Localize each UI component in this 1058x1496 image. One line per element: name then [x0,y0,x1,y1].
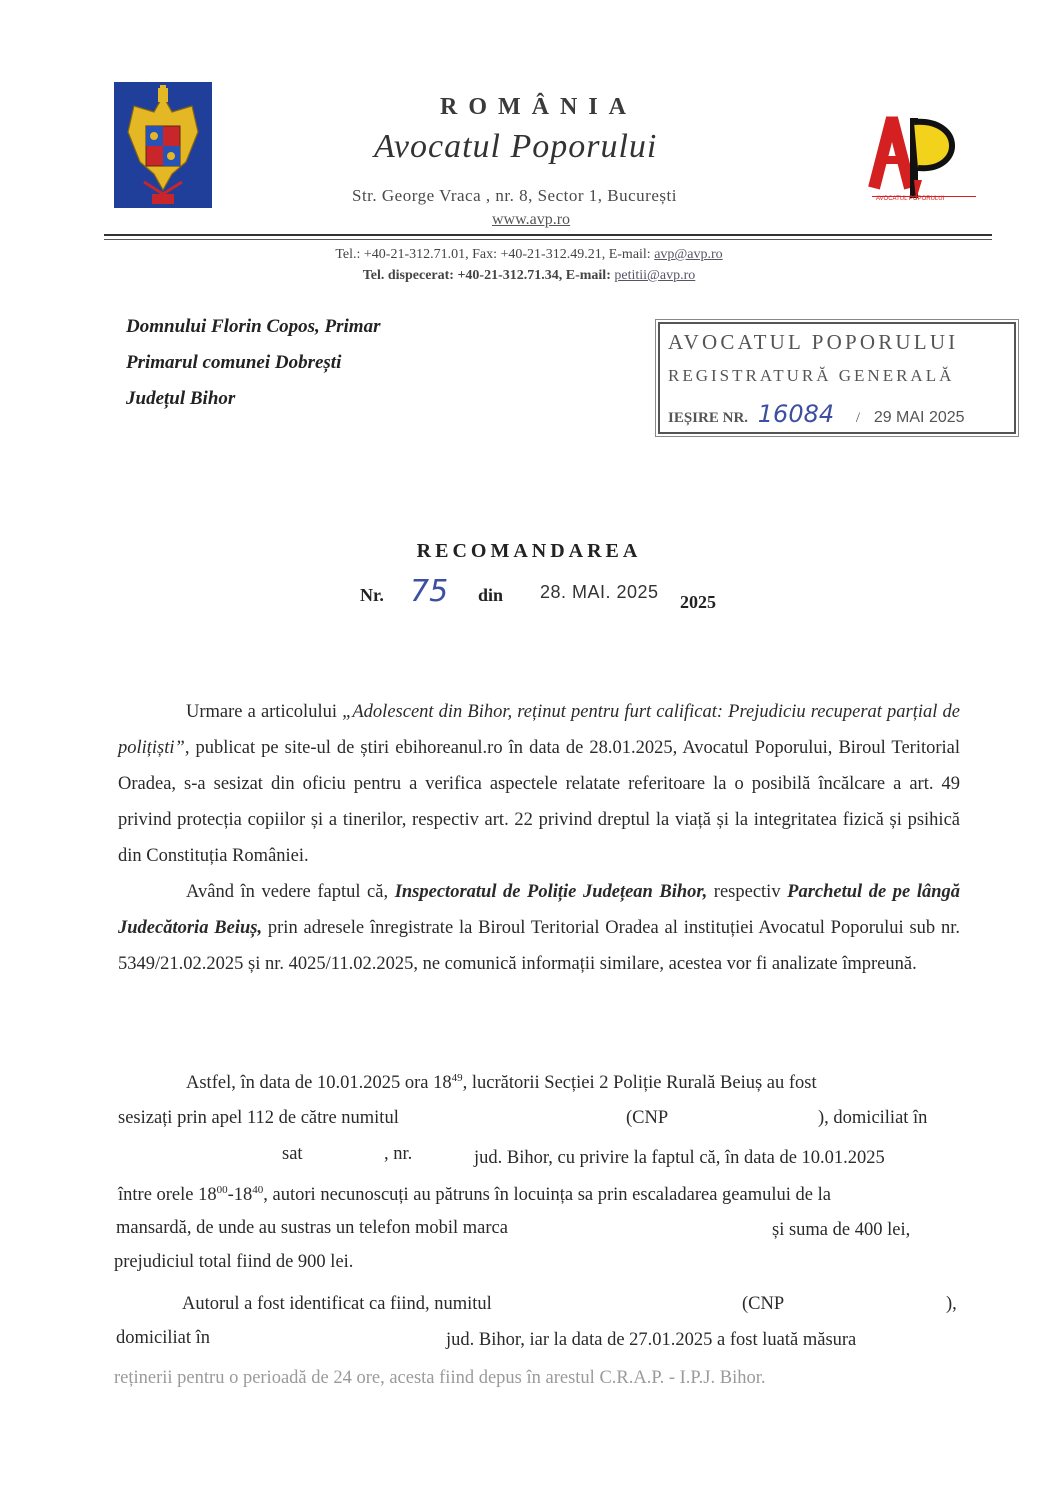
body-flow [118,694,960,982]
p3-l3-b: , nr. [384,1144,413,1164]
p3-sup-1: 49 [451,1072,463,1084]
document-title: RECOMANDAREA [416,540,642,562]
contact-phone-fax: Tel.: +40-21-312.71.01, Fax: +40-21-312.49.21, E-mail: [335,247,655,262]
p4-l1-a: Autorul a fost identificat ca fiind, numitul [182,1294,492,1314]
institution-name: Avocatul Poporului [374,128,658,165]
p4-line-3: reținerii pentru o perioadă de 24 ore, acesta fiind depus în arestul C.R.A.P. - I.P.J. Bihor. [114,1368,766,1388]
p3-l4-c: , autori necunoscuți au pătruns în locuința sa prin escaladarea geamului de la [263,1185,831,1206]
recipient-title: Primarul comunei Dobrești [126,352,342,373]
p2-rest: prin adresele înregistrate la Biroul Teritorial Oradea al instituției Avocatul Poporului sub nr. 5349/21.02.2025 și nr. 4025/11.02.2025, ne comunică informații similare, acestea vor fi analizate împreună. [118,918,960,974]
p3-line-6: prejudiciul total fiind de 900 lei. [114,1252,354,1272]
p4-l1-b: (CNP [742,1294,785,1314]
p3-l3-c: jud. Bihor, cu privire la faptul că, în data de 10.01.2025 [474,1148,885,1168]
contact-line-1 [0,247,1058,263]
p1-rest: , publicat pe site-ul de știri ebihoreanul.ro în data de 28.01.2025, Avocatul Poporului, Biroul Teritorial Oradea, s-a sesizat din oficiu pentru a verifica aspectele relatate referitoare la o posibilă încălcare a art. 49 privind protecția copiilor și a tinerilor, respectiv art. 22 privind dreptul la viață și la integritatea fizică și psihică din Constituția României. [118,738,960,866]
p3-line-4 [118,1184,831,1206]
contact-dispatch-phone: Tel. dispecerat: +40-21-312.71.34, E-mail: [362,268,615,283]
date-stamp: 28. MAI. 2025 [540,582,659,602]
stamp-exit-row [668,400,965,428]
p3-l2-b: (CNP [626,1108,669,1128]
p3-l1-a: Astfel, în data de 10.01.2025 ora 18 [186,1073,452,1094]
stamp-exit-label: IEȘIRE NR. [668,410,749,426]
prosecutor-office: Parchetul de pe lângă Judecătoria Beiuș, [118,882,960,938]
paragraph-2 [118,874,960,982]
article-title: „Adolescent din Bihor, reținut pentru furt calificat: Prejudiciu recuperat parțial de polițiști” [118,702,960,758]
p3-l3-a: sat [282,1144,303,1164]
p3-l2-a: sesizați prin apel 112 de către numitul [118,1108,399,1128]
institution-address: Str. George Vraca , nr. 8, Sector 1, București [352,186,677,205]
police-inspectorate: Inspectoratul de Poliție Județean Bihor, [394,882,708,902]
stamp-exit-number: 16084 [757,400,835,428]
header-rule [104,234,992,236]
stamp-registry: REGISTRATURĂ GENERALĂ [668,366,955,385]
p3-line-1 [186,1072,817,1094]
p3-sup-3: 40 [252,1184,264,1196]
header-rule-thin [104,239,992,240]
p4-l2-b: jud. Bihor, iar la data de 27.01.2025 a fost luată măsura [446,1330,857,1350]
p3-l1-b: , lucrătorii Secției 2 Poliție Rurală Beiuș au fost [462,1073,817,1094]
p3-l4-a: între orele 18 [118,1185,217,1206]
avp-logo [864,108,978,208]
p4-l1-c: ), [946,1294,957,1314]
p2-conj: respectiv [707,882,788,902]
p4-l2-a: domiciliat în [116,1328,211,1348]
nr-value: 75 [410,574,449,609]
recipient-name: Domnului Florin Copos, Primar [126,316,381,337]
document-year: 2025 [680,592,716,612]
recipient-county: Județul Bihor [126,388,236,409]
country-name: ROMÂNIA [440,94,637,120]
p3-l5-a: mansardă, de unde au sustras un telefon mobil marca [116,1218,508,1238]
din-label: din [478,585,504,605]
contact-email-link[interactable]: avp@avp.ro [654,247,723,262]
p3-l5-b: și suma de 400 lei, [772,1220,911,1240]
p3-l4-b: -18 [227,1185,253,1206]
stamp-exit-date: 29 MAI 2025 [873,409,965,426]
coat-of-arms-logo [114,82,212,208]
nr-label: Nr. [360,585,384,605]
p2-intro: Având în vedere faptul că, [186,882,395,902]
avp-logo-caption: AVOCATUL POPORULUI [876,196,945,202]
petitions-email-link[interactable]: petitii@avp.ro [614,268,696,283]
contact-line-2 [0,268,1058,284]
stamp-separator: / [855,410,861,426]
stamp-institution: AVOCATUL POPORULUI [668,330,959,354]
p3-l2-c: ), domiciliat în [818,1108,928,1128]
registry-stamp [658,322,1016,434]
p3-sup-2: 00 [216,1184,228,1196]
p1-intro: Urmare a articolului [186,702,343,722]
paragraph-1 [118,694,960,874]
website-link[interactable]: www.avp.ro [492,211,571,228]
